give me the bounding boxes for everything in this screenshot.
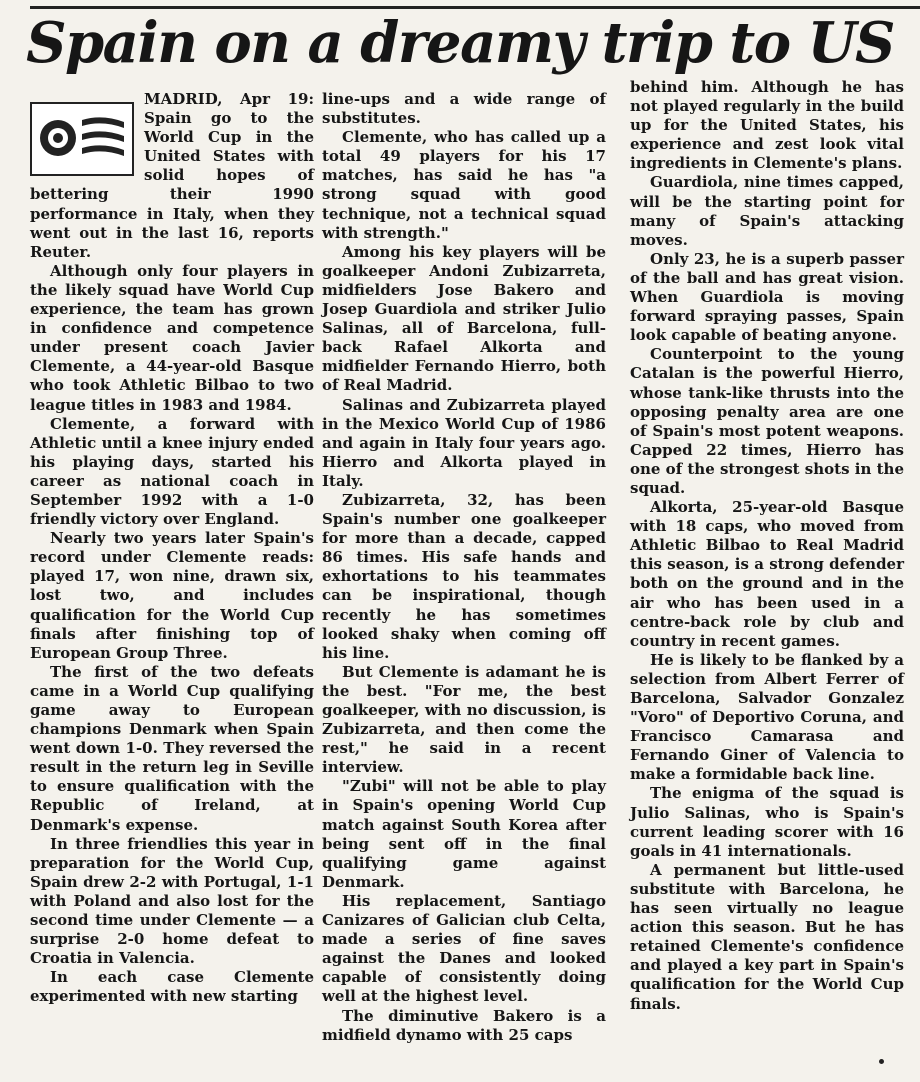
paragraph: In each case Clemente experimented with new starting <box>30 968 314 1006</box>
headline: Spain on a dreamy trip to US <box>26 10 894 76</box>
paragraph: The first of the two defeats came in a World Cup qualifying game away to European champions Denmark when Spain went down 1-0. They reversed the result in the return leg in Seville to ensure qualification with the Republic of Ireland, at Denmark's expense. <box>30 662 314 834</box>
end-mark <box>879 1059 884 1064</box>
paragraph: His replacement, Santiago Canizares of Galician club Celta, made a series of fine saves against the Danes and looked capable of consistently doing well at the highest level. <box>322 891 606 1006</box>
paragraph: Clemente, who has called up a total 49 players for his 17 matches, has said he has "a strong squad with good technique, not a technical squad with strength." <box>322 128 606 242</box>
paragraph: But Clemente is adamant he is the best. "For me, the best goalkeeper, with no discussion, is Zubizarreta, and then come the rest," he said in a recent interview. <box>322 662 606 777</box>
paragraph: In three friendlies this year in preparation for the World Cup, Spain drew 2-2 with Portugal, 1-1 with Poland and also lost for the second time under Clemente — a surprise 2-0 home defeat to Croatia in Valencia. <box>30 834 314 968</box>
world-cup-logo-icon <box>30 102 134 176</box>
paragraph: line-ups and a wide range of substitutes. <box>322 90 606 128</box>
paragraph-lead-text: Spain go to the World Cup in the United States with solid hopes of bettering their 1990 performance in Italy, when they went out in the last 16, reports Reuter. <box>30 109 314 261</box>
paragraph: Although only four players in the likely squad have World Cup experience, the team has grown in confidence and competence under present coach Javier Clemente, a 44-year-old Basque who took Athletic Bilbao to two league titles in 1983 and 1984. <box>30 261 314 414</box>
paragraph: The diminutive Bakero is a midfield dynamo with 25 caps <box>322 1006 606 1044</box>
paragraph: Alkorta, 25-year-old Basque with 18 caps, who moved from Athletic Bilbao to Real Madrid this season, is a strong defender both on the ground and in the air who has been used in a centre-back role by club and country in recent games. <box>630 498 904 650</box>
paragraph: Salinas and Zubizarreta played in the Mexico World Cup of 1986 and again in Italy four years ago. Hierro and Alkorta played in Italy. <box>322 395 606 490</box>
paragraph: He is likely to be flanked by a selection from Albert Ferrer of Barcelona, Salvador Gonzalez "Voro" of Deportivo Coruna, and Francisco Camarasa and Fernando Giner of Valencia to make a formidable back line. <box>630 650 904 784</box>
paragraph: A permanent but little-used substitute with Barcelona, he has seen virtually no league action this season. But he has retained Clemente's confidence and played a key part in Spain's qualification for the World Cup finals. <box>630 860 904 1013</box>
paragraph: Guardiola, nine times capped, will be the starting point for many of Spain's attacking moves. <box>630 173 904 249</box>
paragraph: Clemente, a forward with Athletic until a knee injury ended his playing days, started his career as national coach in September 1992 with a 1-0 friendly victory over England. <box>30 414 314 529</box>
article-column-3 <box>630 78 904 1014</box>
paragraph: Only 23, he is a superb passer of the ball and has great vision. When Guardiola is moving forward spraying passes, Spain look capable of beating anyone. <box>630 249 904 345</box>
dateline: MADRID, Apr 19: <box>144 90 314 108</box>
article-column-2 <box>322 90 606 1045</box>
paragraph: Nearly two years later Spain's record under Clemente reads: played 17, won nine, drawn six, lost two, and includes qualification for the World Cup finals after finishing top of European Group Three. <box>30 529 314 662</box>
paragraph: "Zubi" will not be able to play in Spain's opening World Cup match against South Korea after being sent off in the final qualifying game against Denmark. <box>322 777 606 891</box>
paragraph: The enigma of the squad is Julio Salinas, who is Spain's current leading scorer with 16 goals in 41 internationals. <box>630 784 904 860</box>
article-column-1 <box>30 90 314 1007</box>
paragraph: behind him. Although he has not played regularly in the build up for the United States, his experience and zest look vital ingredients in Clemente's plans. <box>630 78 904 173</box>
paragraph: Among his key players will be goalkeeper Andoni Zubizarreta, midfielders Jose Bakero and Josep Guardiola and striker Julio Salinas, all of Barcelona, full-back Rafael Alkorta and midfielder Fernando Hierro, both of Real Madrid. <box>322 242 606 395</box>
paragraph: Zubizarreta, 32, has been Spain's number one goalkeeper for more than a decade, capped 86 times. His safe hands and exhortations to his teammates can be inspirational, though recently he has sometimes looked shaky when coming off his line. <box>322 490 606 662</box>
paragraph: Counterpoint to the young Catalan is the powerful Hierro, whose tank-like thrusts into the opposing penalty area are one of Spain's most potent weapons. Capped 22 times, Hierro has one of the strongest shots in the squad. <box>630 345 904 497</box>
